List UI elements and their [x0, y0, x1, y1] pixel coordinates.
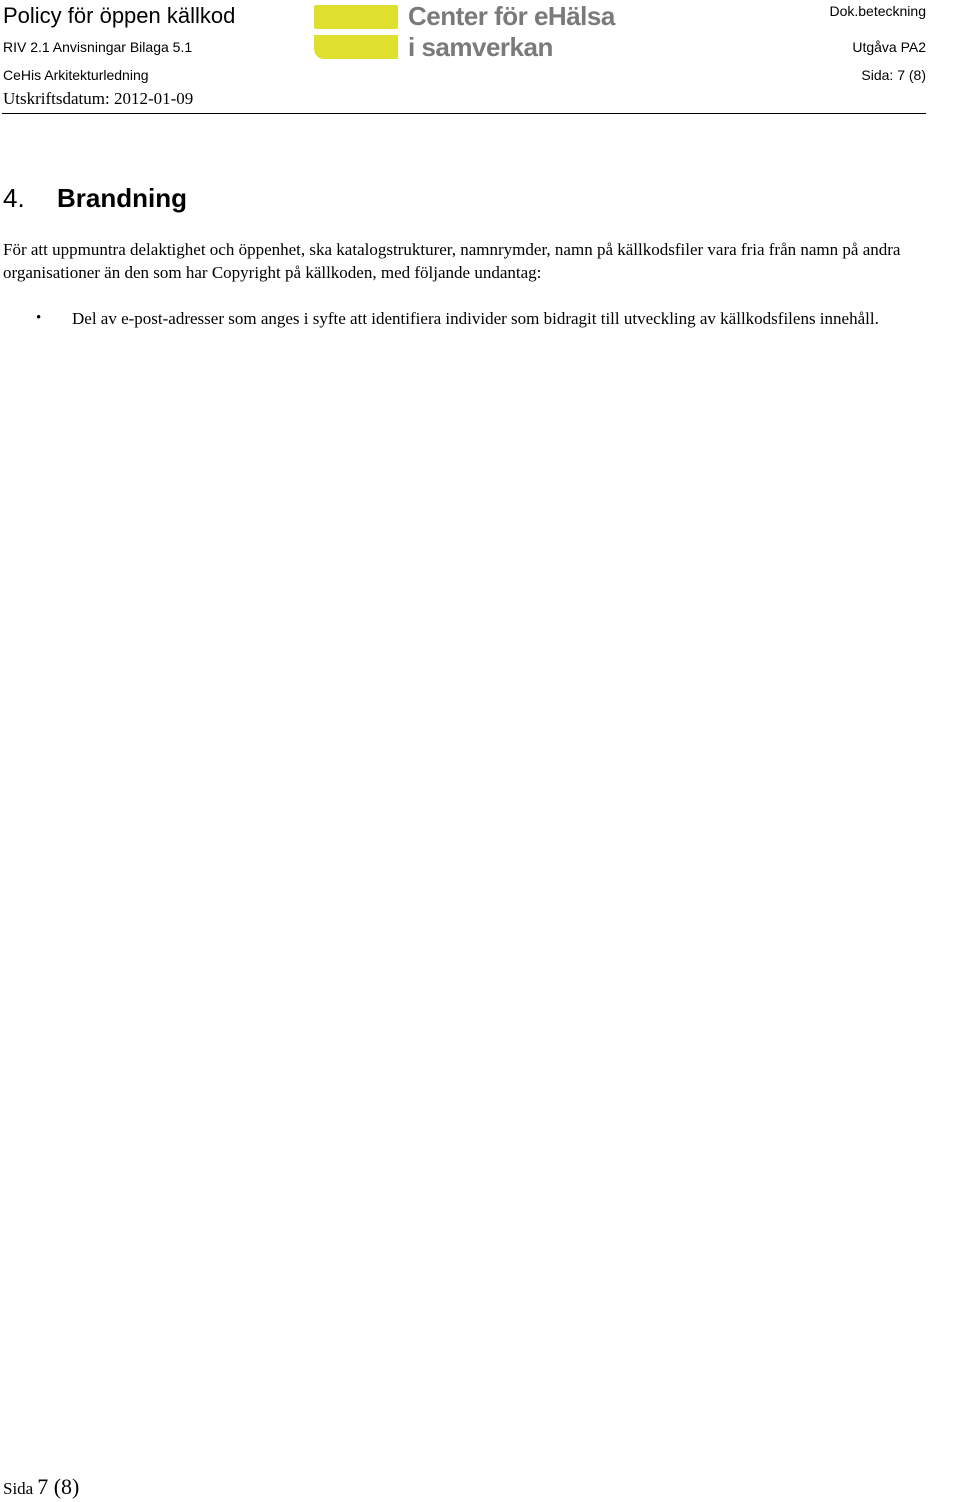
center-for-ehalsa-logo: [314, 3, 624, 63]
document-title: Policy för öppen källkod: [3, 3, 236, 28]
section-title: Brandning: [57, 183, 187, 213]
footer-page-label: Sida: [3, 1479, 34, 1498]
logo-bar-bottom: [314, 35, 398, 59]
edition-label: Utgåva PA2: [852, 39, 926, 55]
footer-page-number: [3, 1474, 79, 1500]
list-item-text: Del av e-post-adresser som anges i syfte att identifiera individer som bidragit till utveckling av källkodsfilens innehåll.: [72, 309, 879, 328]
doc-id-label: Dok.beteckning: [829, 3, 926, 19]
header-department: CeHis Arkitekturledning: [3, 67, 149, 83]
header-page-number: Sida: 7 (8): [861, 67, 926, 83]
logo-text-line-2: i samverkan: [408, 32, 553, 62]
footer-page-value: 7 (8): [37, 1474, 80, 1499]
logo-text-line-1: Center för eHälsa: [408, 1, 615, 31]
section-heading: [3, 183, 187, 214]
bullet-icon: •: [36, 310, 42, 326]
section-number: 4.: [3, 183, 25, 213]
logo-bar-top: [314, 5, 398, 29]
print-date: Utskriftsdatum: 2012-01-09: [3, 89, 194, 108]
intro-paragraph: För att uppmuntra delaktighet och öppenhet, ska katalogstrukturer, namnrymder, namn på källkodsfiler vara fria från namn på andra organisationer än den som har Copyright på källkoden, med följande undantag:: [3, 240, 901, 282]
exception-list: [0, 307, 960, 330]
list-item: [0, 307, 932, 330]
header-reference: RIV 2.1 Anvisningar Bilaga 5.1: [3, 39, 193, 55]
header-divider: [2, 113, 926, 114]
